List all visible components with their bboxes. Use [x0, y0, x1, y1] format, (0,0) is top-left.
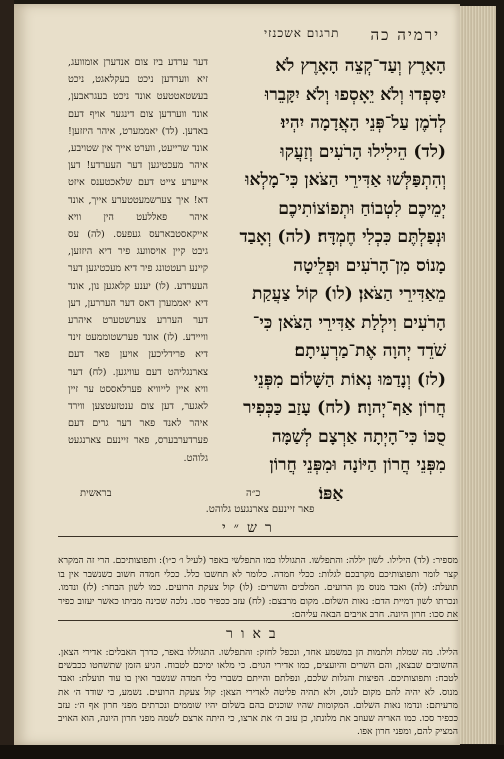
scripture-line: הָרֹעִים וִילְלַת אַדִּירֵי הַצֹּאן כִּי־: [252, 312, 446, 333]
rashi-commentary: מספיר: (לד) הילילו. לשון יללה: והתפלשו. התגוללו כמו התפלשי באפר (לעיל ו׳ כ״ו): ותפוצותיכם. הרי זה המקרא קצר לומר ותפוצותיכם מקרבכם לגלות: ככלי חמדה. כלומר לא תחשבו כלל. ככלי חמדה חשוב כשנשבר אין בו תועלת: (לה) ואבד מנוס מן הרועים. המלכים והשרים: (לו) קול צעקת הרועים. כמו לשון הבחר: (לז) ונדמו. ונכרתו לשון דמיית הדם: נאות השלום. מקום מרבצם: (לח) עזב ככפיר סכו. נלכה שכינה מביתו כאשר יעזוב כפיר את סכו: חרון היונה. חרב אויבים הבאה עליהם:: [58, 555, 458, 621]
signature-mark: כ״ה: [246, 488, 261, 499]
divider: [58, 620, 458, 621]
scripture-line: סֻכּוֹ כִּי־הָיְתָה אַרְצָם לְשַׁמָּה: [271, 426, 446, 447]
book-spine: [0, 0, 14, 759]
catchword: בראשית: [80, 488, 112, 499]
biur-heading: באור: [226, 626, 284, 642]
targum-continuation: פאר זיינעם צארנגעט גלוהט.: [205, 504, 315, 515]
scripture-line: יְמֵיכֶם לִטְבוֹחַ וּתְפוֹצוֹתִיכֶם: [278, 198, 446, 219]
page-fore-edge: [460, 6, 496, 744]
scripture-line: וְהִתְפַּלְּשׁוּ אַדִּירֵי הַצֹּאן כִּי־מָלְאוּ: [245, 170, 446, 190]
book-page: [14, 4, 460, 745]
targum-column: דער ערדע ביז צום אנדערן אומוועג, זיא ווערדען ניכט בעקלאגט, ניכט בעשטאטטעט אונד ניכט בעגראבען, אונד ווערדען צום דינגער אויף דעם באדען. (לד) יאממערט, איהר היזזען! אונד שרייעט, ווערט אייך אין שטויבע, איהר מעכטיגען דער העערדע! דען אייערע צייט דעם שלאכטענס איזט דא! איך צערשמעטטערע אייך, אונד איהר פאללעט הין וויא אייקאסטבארעס געפעס. (לה) עס גיבט קיין אויסוועג פיר דיא היזזען, קיינע רעטטונג פיר דיא מעכטיגען דער העערדע. (לו) יענע קלאגען נון, אונד דיא יאממערן דאס דער העררען, דען דער העררע צערשטערט איהרע ווייידע. (לז) אונד פערשטוממעט זינד דיא פרידליכען אויען פאר דעם צארנגליהט דעם עוויגען. (לח) דער וויא איין לייוויא פערלאססט ער זיין לאגער, דען צום ענטזעטצען ווירד איהר לאנד פאר דער גרים דעם פערדערבערס, פאר זיינעם צארנגעט גלוהט.: [68, 57, 208, 464]
scripture-line: חֲרוֹן אַף־יְהוָה׃ (לח) עָזַב כַּכְּפִיר: [243, 398, 446, 418]
scripture-line: יִסָּפְדוּ וְלֹא יֵאָסְפוּ וְלֹא יִקָּבֵרוּ: [264, 84, 446, 105]
page-header-title: ירמיה כה: [370, 26, 440, 44]
scripture-line: מֵאַדִּירֵי הַצֹּאן׃ (לו) קוֹל צַעֲקַת: [252, 284, 446, 304]
scripture-line: (לז) וְנָדַמּוּ נְאוֹת הַשָּׁלוֹם מִפְּנֵי: [253, 369, 446, 390]
targum-header: תרגום אשכנזי: [264, 26, 340, 40]
scripture-line: וּנְפַלְתֶּם כִּכְלִי חֶמְדָּה׃ (לה) וְאָבַד: [239, 227, 446, 247]
scripture-line: אַפּוֹ׃: [318, 483, 344, 504]
scripture-text: [216, 52, 446, 508]
scripture-line: שֹׁדֵד יְהוָה אֶת־מַרְעִיתָם׃: [294, 341, 446, 361]
bottom-shadow: [0, 745, 504, 759]
scripture-line: מָנוֹס מִן־הָרֹעִים וּפְלֵיטָה: [293, 255, 446, 276]
scripture-line: לְדֹמֶן עַל־פְּנֵי הָאֲדָמָה יִהְיוּ׃: [280, 113, 446, 133]
scripture-line: (לד) הֵילִילוּ הָרֹעִים וְזַעֲקוּ: [280, 141, 446, 162]
scripture-line: מִפְּנֵי חֲרוֹן הַיּוֹנָה וּמִפְּנֵי חֲרוֹן: [269, 455, 446, 475]
rashi-heading: רש״י: [222, 520, 280, 536]
biur-commentary: הלילו. מה שמלת ולתמות הן במשמע אחד, ונכפל לחזק: והתפלשו. התגוללו באפר, כדרך האבלים: אדירי הצאן. החשובים שבצאן, והם השרים והיועצים, כמו אדירי הגוים. כי מלאו ימיכם לטבוח. הגיע הזמן שתשחטו ככבשים לטבח: ותפוצותיכם. הפיצות והגלות שלכם, ונפלתם והייתם כשברי כלי חמדה שנשבר ואין בו עוד תועלת: ואבד מנוס. לא יהיה להם מקום לנוס, ולא תהיה פליטה לאדירי הצאן: קול צעקת הרועים. נשמע, כי שודד ה׳ את מרעיתם: ונדמו נאות השלום. המקומות שהיו שוכנים בהם בשלום יהיו שוממים ונכרתים מפני חרון אף ה׳: עזב ככפיר סכו. כמו האריה שעוזב את מלונתו, כן עזב ה׳ את ארצו, כי היתה ארצם לשמה מפני חרון היונה, הוא האויב המציק להם, ומפני חרון אפו.: [58, 647, 458, 738]
scripture-line: הָאָרֶץ וְעַד־קְצֵה הָאָרֶץ לֹא: [275, 56, 446, 76]
